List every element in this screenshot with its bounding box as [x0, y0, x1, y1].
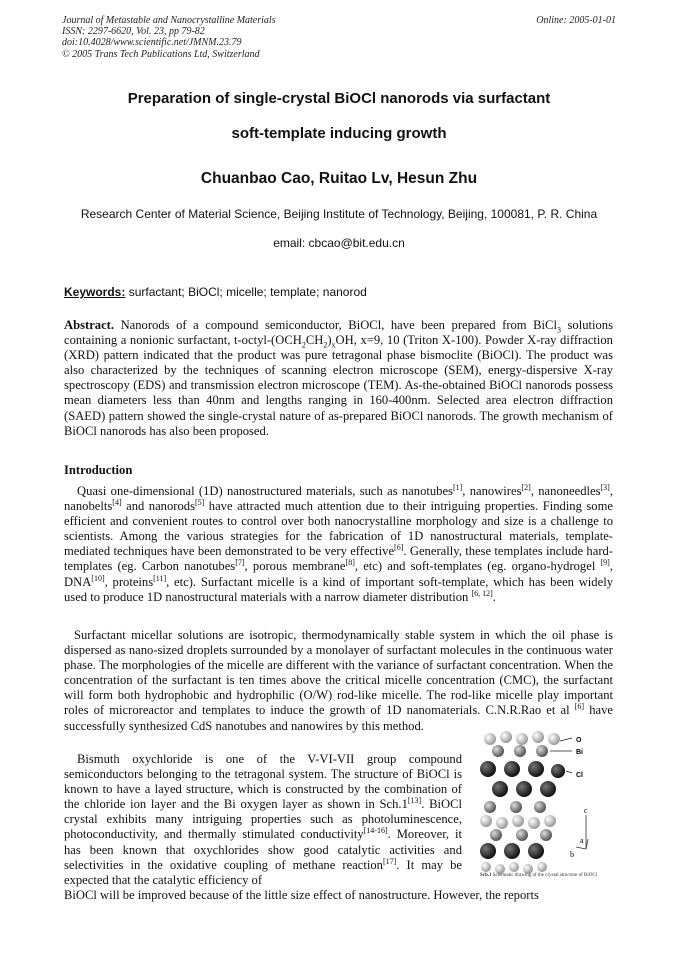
introduction-heading: Introduction — [64, 463, 133, 477]
paper-title-line2: soft-template inducing growth — [231, 125, 447, 142]
affiliation: Research Center of Material Science, Beijing Institute of Technology, Beijing, 100081, P. R. China — [80, 207, 598, 221]
figure-caption: Sch.1 Schematic drawing of the crystal structure of BiOCl — [480, 873, 598, 878]
intro-paragraph-1: Quasi one-dimensional (1D) nanostructured materials, such as nanotubes[1], nanowires[2], nanoneedles[3], nanobelts[4] and nanorods[5] have attracted much attention due to their intriguing properties. Finding some efficient and convenient routes to control over both nanocrystalline morphology and size is a challenge to scientists. Among the various strategies for the fabrication of 1D nanostructural materials, template-mediated techniques have been demonstrated to be very effective[6]. Generally, these templates include hard-templates (eg. Carbon nanotubes[7], porous membrane[8], etc) and soft-templates (eg. organo-hydrogel [9], DNA[10], proteins[11], etc). Surfactant micelle is a kind of important soft-template, which has been widely used to produce 1D nanostructural materials with a narrow diameter distribution [6, 12]. — [64, 482, 613, 604]
authors: Chuanbao Cao, Ruitao Lv, Hesun Zhu — [200, 170, 478, 187]
issn: ISSN: 2297-6620, Vol. 23, pp 79-82 — [62, 26, 205, 38]
intro-paragraph-3: Bismuth oxychloride is one of the V-VI-VII group compound semiconductors belonging to the tetragonal system. The structure of BiOCl is known to have a layed structure, which is constructed by the combination of the chloride ion layer and the Bi oxygen layer as shown in Sch.1[13]. BiOCl crystal exhibits many intriguing properties such as photoluminescence, photoconductivity, and thermally stimulated conductivity[14-16]. Moreover, it has been known that oxychlorides show good catalytic activities and selectivities in the oxidative coupling of methane reaction[17]. It may be expected that the catalytic efficiency of — [64, 752, 463, 887]
keywords: Keywords: surfactant; BiOCl; micelle; template; nanorod — [64, 285, 367, 299]
online-date: Online: 2005-01-01 — [536, 15, 616, 26]
intro-paragraph-3-continued: BiOCl will be improved because of the little size effect of nanostructure. However, the reports — [64, 888, 539, 902]
copyright: © 2005 Trans Tech Publications Ltd, Switzerland — [62, 48, 260, 60]
journal-name: Journal of Metastable and Nanocrystalline Materials — [62, 15, 276, 26]
axis-a-label: a — [580, 836, 584, 845]
abstract-label: Abstract. — [64, 318, 115, 332]
crystal-structure-figure — [476, 729, 616, 887]
axis-b-label: b — [570, 850, 574, 859]
keywords-label: Keywords — [64, 285, 122, 299]
abstract: Abstract. Nanorods of a compound semiconductor, BiOCl, have been prepared from BiCl$_3$ solutions containing a nonionic surfactant, $t-octyl-(OCH_2CH_2)_xOH$, x=9, 10 (Triton X-100). Powder X-ray diffraction (XRD) pattern indicated that the product was pure tetragonal phase bismoclite (BiOCl). The product was also characterized by the techniques of scanning electron microscope (SEM), energy-dispersive X-ray spectroscopy (EDS) and transmission electron microscope (TEM). As-the-obtained BiOCl nanorods possess mean diameters less than 40nm and lengths ranging in 160-400nm. Selected area electron diffraction (SAED) pattern showed the single-crystal nature of as-prepared BiOCl nanorods. The growth mechanism of BiOCl nanorods has also been proposed. — [64, 318, 613, 438]
axis-c-label: c — [584, 806, 588, 815]
paper-title-line1: Preparation of single-crystal BiOCl nanorods via surfactant — [127, 90, 551, 107]
intro-paragraph-2: Surfactant micellar solutions are isotropic, thermodynamically stable system in which the oil phase is dispersed as nano-sized droplets surrounded by a monolayer of surfactant molecules in the continuous water phase. The morphologies of the micelle are different with the variance of surfactant concentration. When the concentration of the surfactant is ten times above the critical micelle concentration (CMC), the surfactant will form both hydrophobic and hydrophilic (O/W) rod-like micelle. The rod-like micelle play important roles of microreactor and templates to induce the growth of 1D nanomaterials. C.N.R.Rao et al [6] have successfully synthesized CdS nanotubes and nanowires by this method. — [64, 628, 614, 733]
atom-rows — [480, 731, 565, 874]
doi: doi:10.4028/www.scientific.net/JMNM.23.79 — [62, 37, 242, 49]
keywords-text: surfactant; BiOCl; micelle; template; nanorod — [128, 285, 367, 299]
label-bi: Bi — [576, 749, 583, 756]
journal-header — [62, 15, 616, 60]
label-cl: Cl — [576, 772, 583, 779]
email: email: cbcao@bit.edu.cn — [273, 236, 405, 250]
crystal-structure-drawing — [476, 729, 616, 887]
label-o: O — [576, 737, 582, 744]
